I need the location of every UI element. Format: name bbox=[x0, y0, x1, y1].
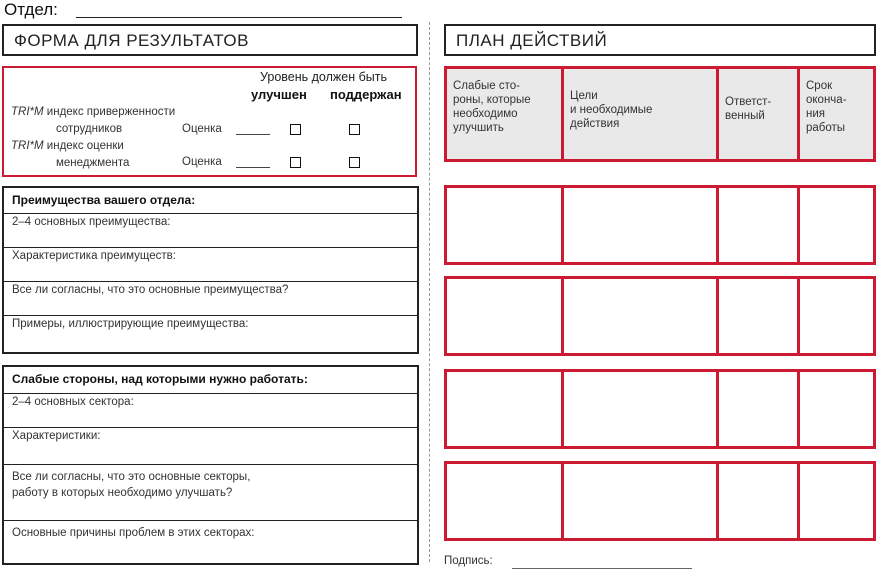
advantages-row-main[interactable]: 2–4 основных преимущества: bbox=[4, 213, 417, 247]
signature-label: Подпись: bbox=[444, 555, 493, 567]
plan-header-responsible bbox=[716, 66, 800, 162]
plan-header-weaknesses bbox=[444, 66, 564, 162]
plan-header-goals-line-3: действия bbox=[570, 118, 620, 130]
plan-header-weaknesses-line-3: необходимо bbox=[453, 108, 518, 120]
plan-header-deadline-line-3: ния bbox=[806, 108, 826, 120]
advantages-heading: Преимущества вашего отдела: bbox=[12, 193, 196, 207]
signature-field[interactable] bbox=[512, 568, 692, 569]
plan-header-goals bbox=[561, 66, 719, 162]
plan-row-1-weaknesses[interactable] bbox=[444, 185, 564, 265]
weaknesses-agreement-line-1: Все ли согласны, что это основные секторы, bbox=[12, 471, 251, 483]
plan-header-deadline bbox=[797, 66, 876, 162]
plan-header-deadline-line-1: Срок bbox=[806, 80, 833, 92]
plan-row-2-weaknesses[interactable] bbox=[444, 276, 564, 356]
col-improve-label: улучшен bbox=[251, 87, 307, 102]
plan-row-1-goals[interactable] bbox=[561, 185, 719, 265]
checkbox-employee-maintain[interactable] bbox=[349, 124, 360, 135]
plan-row-4-responsible[interactable] bbox=[716, 461, 800, 541]
weaknesses-heading: Слабые стороны, над которыми нужно работать: bbox=[12, 372, 308, 386]
checkbox-management-maintain[interactable] bbox=[349, 157, 360, 168]
plan-row-3-responsible[interactable] bbox=[716, 369, 800, 449]
action-plan-title: ПЛАН ДЕЙСТВИЙ bbox=[444, 24, 876, 56]
weaknesses-agreement-line-2: работу в которых необходимо улучшать? bbox=[12, 487, 233, 499]
weaknesses-row-agreement[interactable] bbox=[4, 464, 417, 520]
index-management-label-1: TRI*M индекс оценки bbox=[11, 140, 124, 152]
advantages-row-agreement[interactable]: Все ли согласны, что это основные преимущества? bbox=[4, 281, 417, 315]
score-label-employee: Оценка bbox=[182, 123, 222, 135]
advantages-row-characteristics[interactable]: Характеристика преимуществ: bbox=[4, 247, 417, 281]
plan-header-goals-line-2: и необходимые bbox=[570, 104, 653, 116]
score-field-management[interactable] bbox=[236, 167, 270, 168]
checkbox-employee-improve[interactable] bbox=[290, 124, 301, 135]
score-field-employee[interactable] bbox=[236, 134, 270, 135]
plan-header-goals-line-1: Цели bbox=[570, 90, 598, 102]
results-form-title: ФОРМА ДЛЯ РЕЗУЛЬТАТОВ bbox=[2, 24, 418, 56]
checkbox-management-improve[interactable] bbox=[290, 157, 301, 168]
plan-row-2-responsible[interactable] bbox=[716, 276, 800, 356]
plan-header-weaknesses-line-4: улучшить bbox=[453, 122, 504, 134]
weaknesses-row-sectors[interactable]: 2–4 основных сектора: bbox=[4, 393, 417, 427]
plan-header-responsible-line-1: Ответст- bbox=[725, 96, 772, 108]
plan-header-deadline-line-4: работы bbox=[806, 122, 846, 134]
column-divider bbox=[429, 22, 430, 562]
advantages-section bbox=[2, 186, 419, 354]
plan-row-4-deadline[interactable] bbox=[797, 461, 876, 541]
advantages-row-examples[interactable]: Примеры, иллюстрирующие преимущества: bbox=[4, 315, 417, 352]
trim-index-box bbox=[2, 66, 417, 177]
weaknesses-row-causes[interactable]: Основные причины проблем в этих секторах: bbox=[4, 520, 417, 563]
plan-row-3-deadline[interactable] bbox=[797, 369, 876, 449]
index-employee-label-1: TRI*M индекс приверженности bbox=[11, 106, 176, 118]
level-header: Уровень должен быть bbox=[260, 70, 387, 84]
plan-row-2-goals[interactable] bbox=[561, 276, 719, 356]
plan-row-1-responsible[interactable] bbox=[716, 185, 800, 265]
index-employee-label-2: сотрудников bbox=[56, 123, 123, 135]
plan-header-deadline-line-2: оконча- bbox=[806, 94, 847, 106]
plan-row-4-weaknesses[interactable] bbox=[444, 461, 564, 541]
plan-row-3-weaknesses[interactable] bbox=[444, 369, 564, 449]
plan-header-responsible-line-2: венный bbox=[725, 110, 765, 122]
score-label-management: Оценка bbox=[182, 156, 222, 168]
plan-row-4-goals[interactable] bbox=[561, 461, 719, 541]
department-field[interactable] bbox=[76, 17, 402, 18]
plan-header-weaknesses-line-2: роны, которые bbox=[453, 94, 531, 106]
plan-row-3-goals[interactable] bbox=[561, 369, 719, 449]
weaknesses-row-characteristics[interactable]: Характеристики: bbox=[4, 427, 417, 464]
plan-row-1-deadline[interactable] bbox=[797, 185, 876, 265]
index-management-label-2: менеджмента bbox=[56, 157, 130, 169]
department-label: Отдел: bbox=[4, 0, 58, 19]
plan-row-2-deadline[interactable] bbox=[797, 276, 876, 356]
plan-header-weaknesses-line-1: Слабые сто- bbox=[453, 80, 520, 92]
col-maintain-label: поддержан bbox=[330, 87, 402, 102]
weaknesses-section bbox=[2, 365, 419, 565]
